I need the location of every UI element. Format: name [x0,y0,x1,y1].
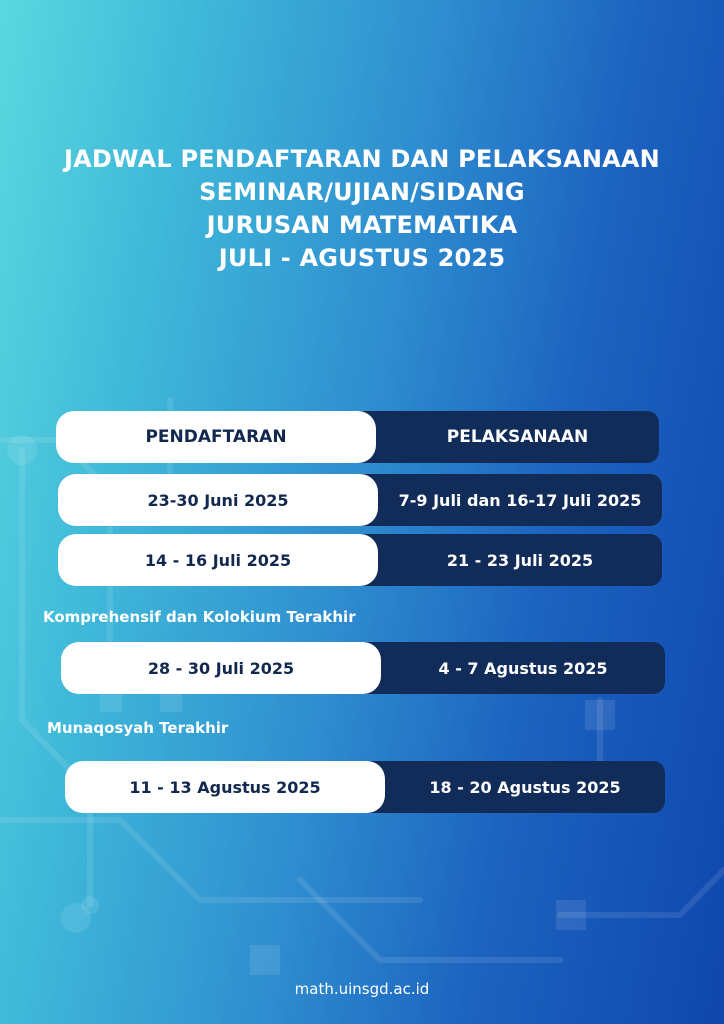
title-line-4: JULI - AGUSTUS 2025 [218,244,506,272]
table-row [58,474,662,526]
execution-date: 4 - 7 Agustus 2025 [361,642,665,694]
header-pendaftaran: PENDAFTARAN [56,411,376,463]
title-line-3: JURUSAN MATEMATIKA [206,211,518,239]
kompre-label: Komprehensif dan Kolokium Terakhir [43,608,356,626]
execution-date: 21 - 23 Juli 2025 [358,534,662,586]
title-line-1: JADWAL PENDAFTARAN DAN PELAKSANAAN [64,145,660,173]
page-title [0,143,724,275]
header-pelaksanaan: PELAKSANAAN [356,411,659,463]
table-row [58,534,662,586]
table-row [65,761,665,813]
table-header-row [56,411,659,463]
registration-date: 28 - 30 Juli 2025 [61,642,381,694]
title-line-2: SEMINAR/UJIAN/SIDANG [199,178,525,206]
website-link[interactable]: math.uinsgd.ac.id [294,980,430,998]
execution-date: 18 - 20 Agustus 2025 [365,761,665,813]
registration-date: 14 - 16 Juli 2025 [58,534,378,586]
munaqosyah-label: Munaqosyah Terakhir [47,719,229,737]
registration-date: 23-30 Juni 2025 [58,474,378,526]
registration-date: 11 - 13 Agustus 2025 [65,761,385,813]
table-row [61,642,665,694]
execution-date: 7-9 Juli dan 16-17 Juli 2025 [358,474,662,526]
